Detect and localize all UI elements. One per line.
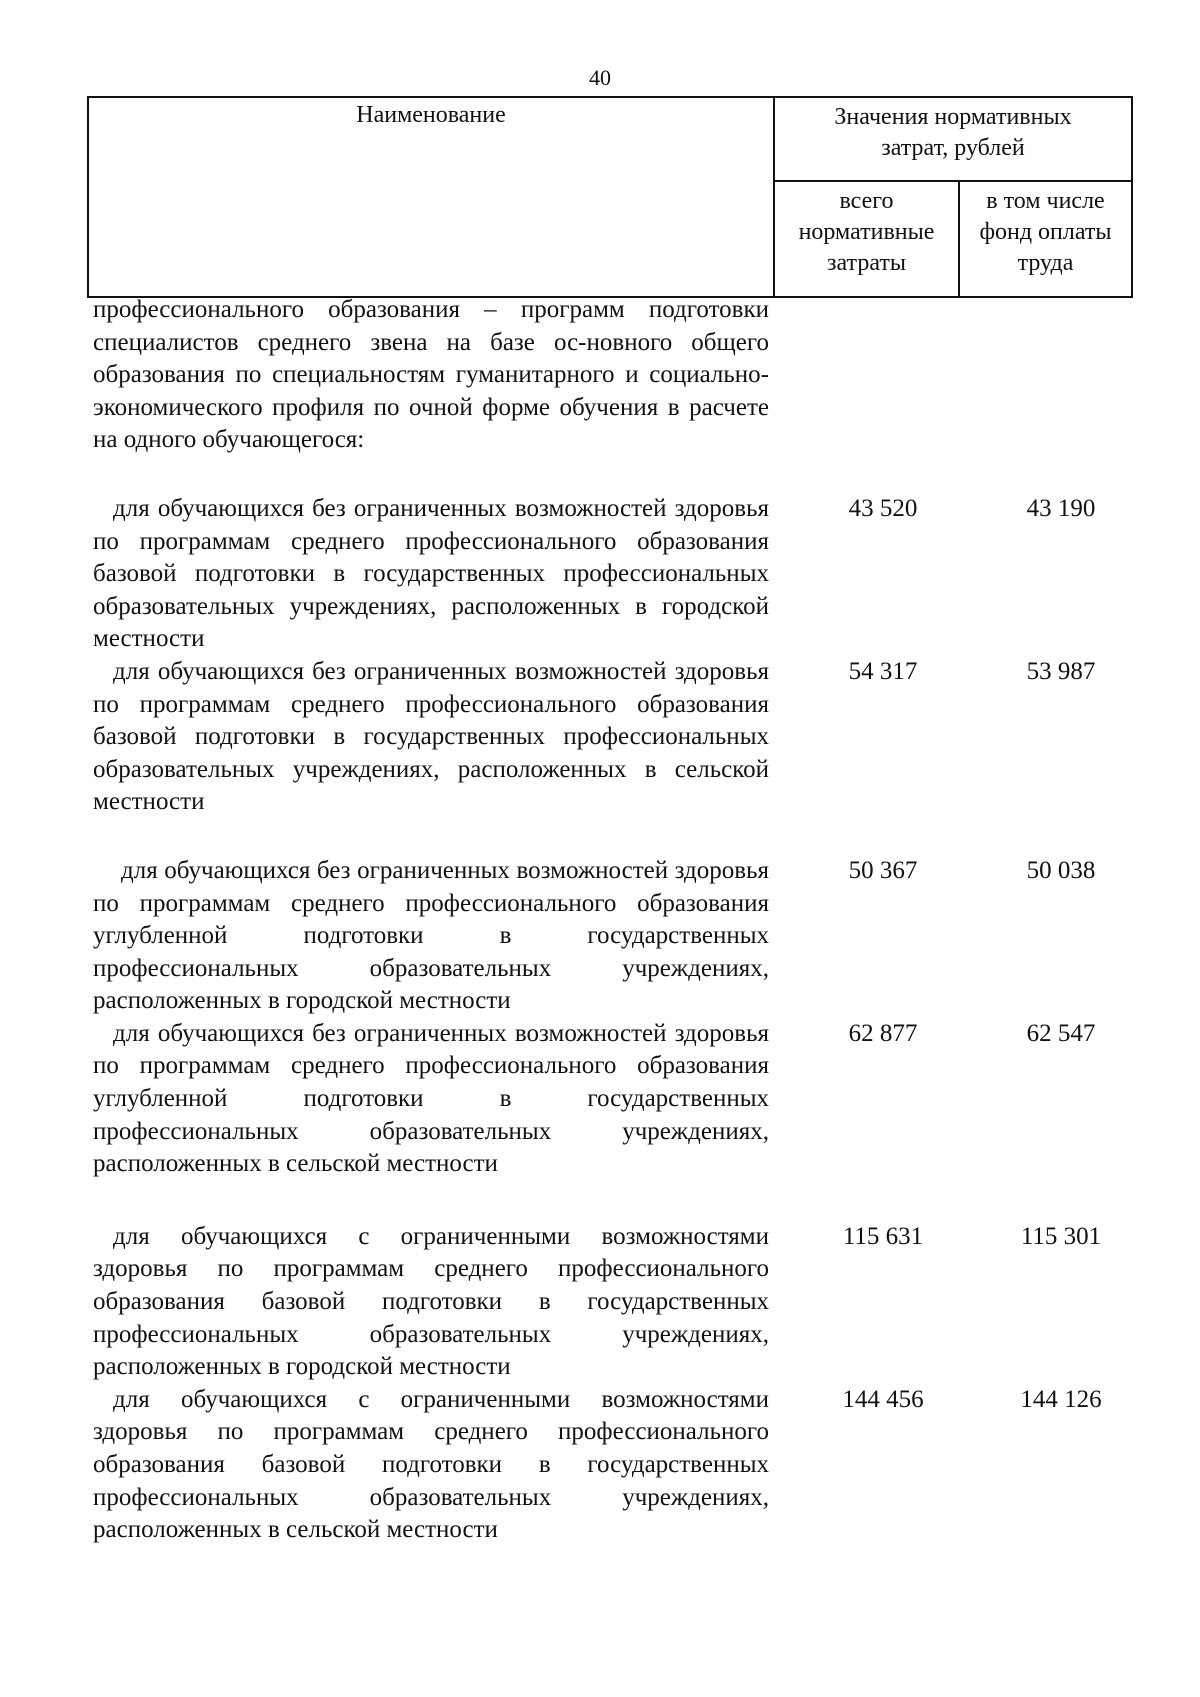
row-total-value: 115 631 (842, 1222, 924, 1250)
table-row (93, 855, 1153, 1018)
table-row (93, 493, 1153, 656)
table-row (93, 1221, 1153, 1384)
column-header-total (774, 181, 959, 297)
table-header (87, 96, 1133, 298)
column-header-total-line: нормативные (798, 219, 935, 245)
row-total-value: 50 367 (848, 856, 918, 884)
row-total-value: 43 520 (848, 494, 918, 522)
row-payroll-value: 144 126 (1020, 1385, 1102, 1413)
row-total-value: 62 877 (848, 1019, 918, 1047)
row-name: для обучающихся без ограниченных возможностей здоровья по программам среднего профессионального образования базовой подготовки в государственных профессиональных образовательных учреждениях, расположенных в сельской местности (93, 657, 769, 816)
column-header-payroll-line: труда (1017, 250, 1074, 276)
row-name: для обучающихся без ограниченных возможностей здоровья по программам среднего профессионального образования углубленной подготовки в государственных профессиональных образовательных учреждениях, расположенных в сельской местности (93, 1019, 769, 1178)
row-payroll-value: 62 547 (1026, 1019, 1096, 1047)
row-payroll-value: 50 038 (1026, 856, 1096, 884)
column-header-payroll-line: фонд оплаты (979, 219, 1112, 245)
row-total-value: 54 317 (848, 657, 918, 685)
table-body (93, 294, 1153, 1547)
column-header-total-line: затраты (827, 250, 906, 276)
row-payroll-value: 53 987 (1026, 657, 1096, 685)
row-name: для обучающихся с ограниченными возможностями здоровья по программам среднего профессионального образования базовой подготовки в государственных профессиональных образовательных учреждениях, расположенных в городской местности (93, 1222, 769, 1381)
column-header-values-group-line: Значения нормативных (834, 104, 1072, 130)
column-header-payroll (959, 181, 1132, 297)
column-header-name: Наименование (88, 97, 774, 297)
column-header-total-line: всего (839, 188, 894, 214)
column-header-payroll-line: в том числе (986, 188, 1105, 214)
column-header-values-group (774, 97, 1132, 181)
table-row (93, 1018, 1153, 1181)
intro-row (93, 294, 1153, 457)
row-payroll-value: 43 190 (1026, 494, 1096, 522)
page-number: 40 (589, 65, 611, 90)
row-total-value: 144 456 (842, 1385, 924, 1413)
column-header-values-group-line: затрат, рублей (881, 135, 1025, 161)
intro-text: профессионального образования – программ подготовки специалистов среднего звена на базе ос-новного общего образования по специальностям гуманитарного и социально-экономического профиля по очной форме обучения в расчете на одного обучающегося: (93, 296, 769, 454)
table-row (93, 656, 1153, 819)
row-payroll-value: 115 301 (1020, 1222, 1102, 1250)
row-name: для обучающихся без ограниченных возможностей здоровья по программам среднего профессионального образования углубленной подготовки в государственных профессиональных образовательных учреждениях, расположенных в городской местности (93, 856, 769, 1015)
table-row (93, 1384, 1153, 1547)
row-name: для обучающихся без ограниченных возможностей здоровья по программам среднего профессионального образования базовой подготовки в государственных профессиональных образовательных учреждениях, расположенных в городской местности (93, 494, 769, 653)
row-name: для обучающихся с ограниченными возможностями здоровья по программам среднего профессионального образования базовой подготовки в государственных профессиональных образовательных учреждениях, расположенных в сельской местности (93, 1385, 769, 1544)
